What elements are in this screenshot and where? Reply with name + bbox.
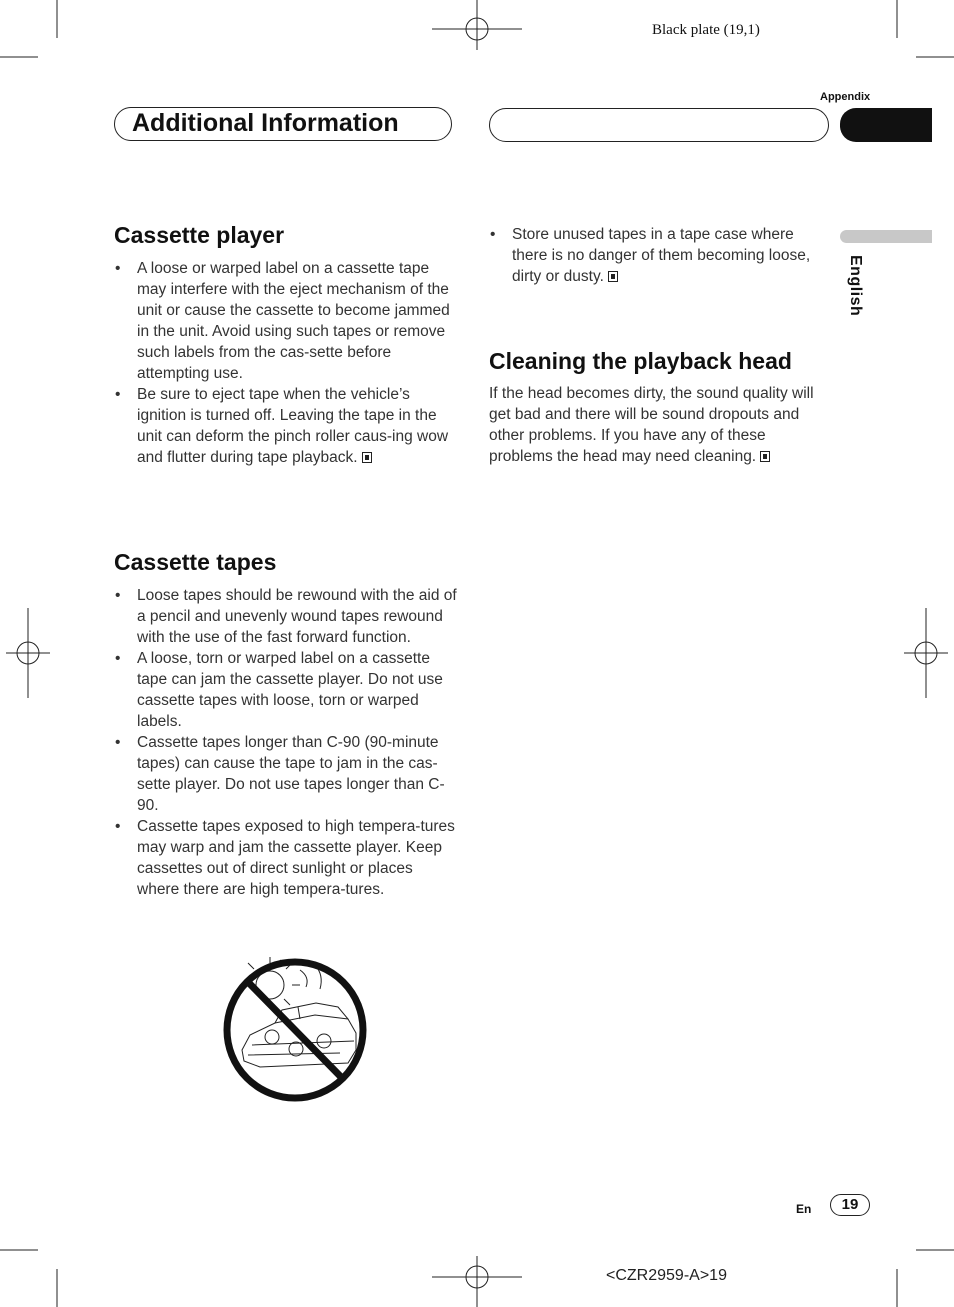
cassette-player-list bbox=[114, 258, 454, 468]
end-mark-icon bbox=[608, 271, 618, 282]
cleaning-body: If the head becomes dirty, the sound quality will get bad and there will be sound dropouts and other problems. If you have any of these problems the head may need cleaning. bbox=[489, 385, 814, 465]
language-tab-bar bbox=[840, 230, 932, 243]
store-tapes-list bbox=[489, 224, 819, 287]
list-item: • Loose tapes should be rewound with the aid of a pencil and unevenly wound tapes rewound with the use of the fast forward function. bbox=[114, 585, 457, 648]
plate-label: Black plate (19,1) bbox=[652, 22, 760, 38]
language-tab-label: English bbox=[847, 255, 864, 317]
cleaning-heading: Cleaning the playback head bbox=[489, 348, 792, 374]
chapter-tab bbox=[840, 108, 932, 142]
document-code: <CZR2959-A>19 bbox=[606, 1267, 727, 1284]
empty-header-pill bbox=[489, 108, 829, 142]
list-item: • A loose, torn or warped label on a cassette tape can jam the cassette player. Do not use cassette tapes with loose, torn or warped labels. bbox=[114, 648, 457, 732]
list-item: • Store unused tapes in a tape case where there is no danger of them becoming loose, dirty or dusty. bbox=[489, 224, 819, 287]
section-title-pill bbox=[114, 107, 452, 141]
section-title: Additional Information bbox=[132, 109, 399, 137]
cassette-tapes-list bbox=[114, 585, 457, 900]
page-number: 19 bbox=[830, 1194, 870, 1216]
language-code: En bbox=[796, 1202, 812, 1216]
list-item: • A loose or warped label on a cassette tape may interfere with the eject mechanism of the unit or cause the cassette to become jammed in the unit. Avoid using such tapes or remove such labels from the cas-sette before attempting use. bbox=[114, 258, 454, 384]
list-item: • Cassette tapes exposed to high tempera-tures may warp and jam the cassette player. Keep cassettes out of direct sunlight or places where there are high tempera-tures. bbox=[114, 816, 457, 900]
cassette-tapes-heading: Cassette tapes bbox=[114, 549, 277, 575]
cassette-player-heading: Cassette player bbox=[114, 222, 285, 248]
list-item: • Be sure to eject tape when the vehicle’s ignition is turned off. Leaving the tape in the unit can deform the pinch roller caus-ing wow and flutter during tape playback. bbox=[114, 384, 454, 468]
list-item: • Cassette tapes longer than C-90 (90-minute tapes) can cause the tape to jam in the cas-sette player. Do not use tapes longer than C-90. bbox=[114, 732, 457, 816]
end-mark-icon bbox=[362, 452, 372, 463]
no-car-in-sunlight-icon bbox=[220, 955, 370, 1105]
section-label: Appendix bbox=[820, 91, 871, 103]
end-mark-icon bbox=[760, 451, 770, 462]
